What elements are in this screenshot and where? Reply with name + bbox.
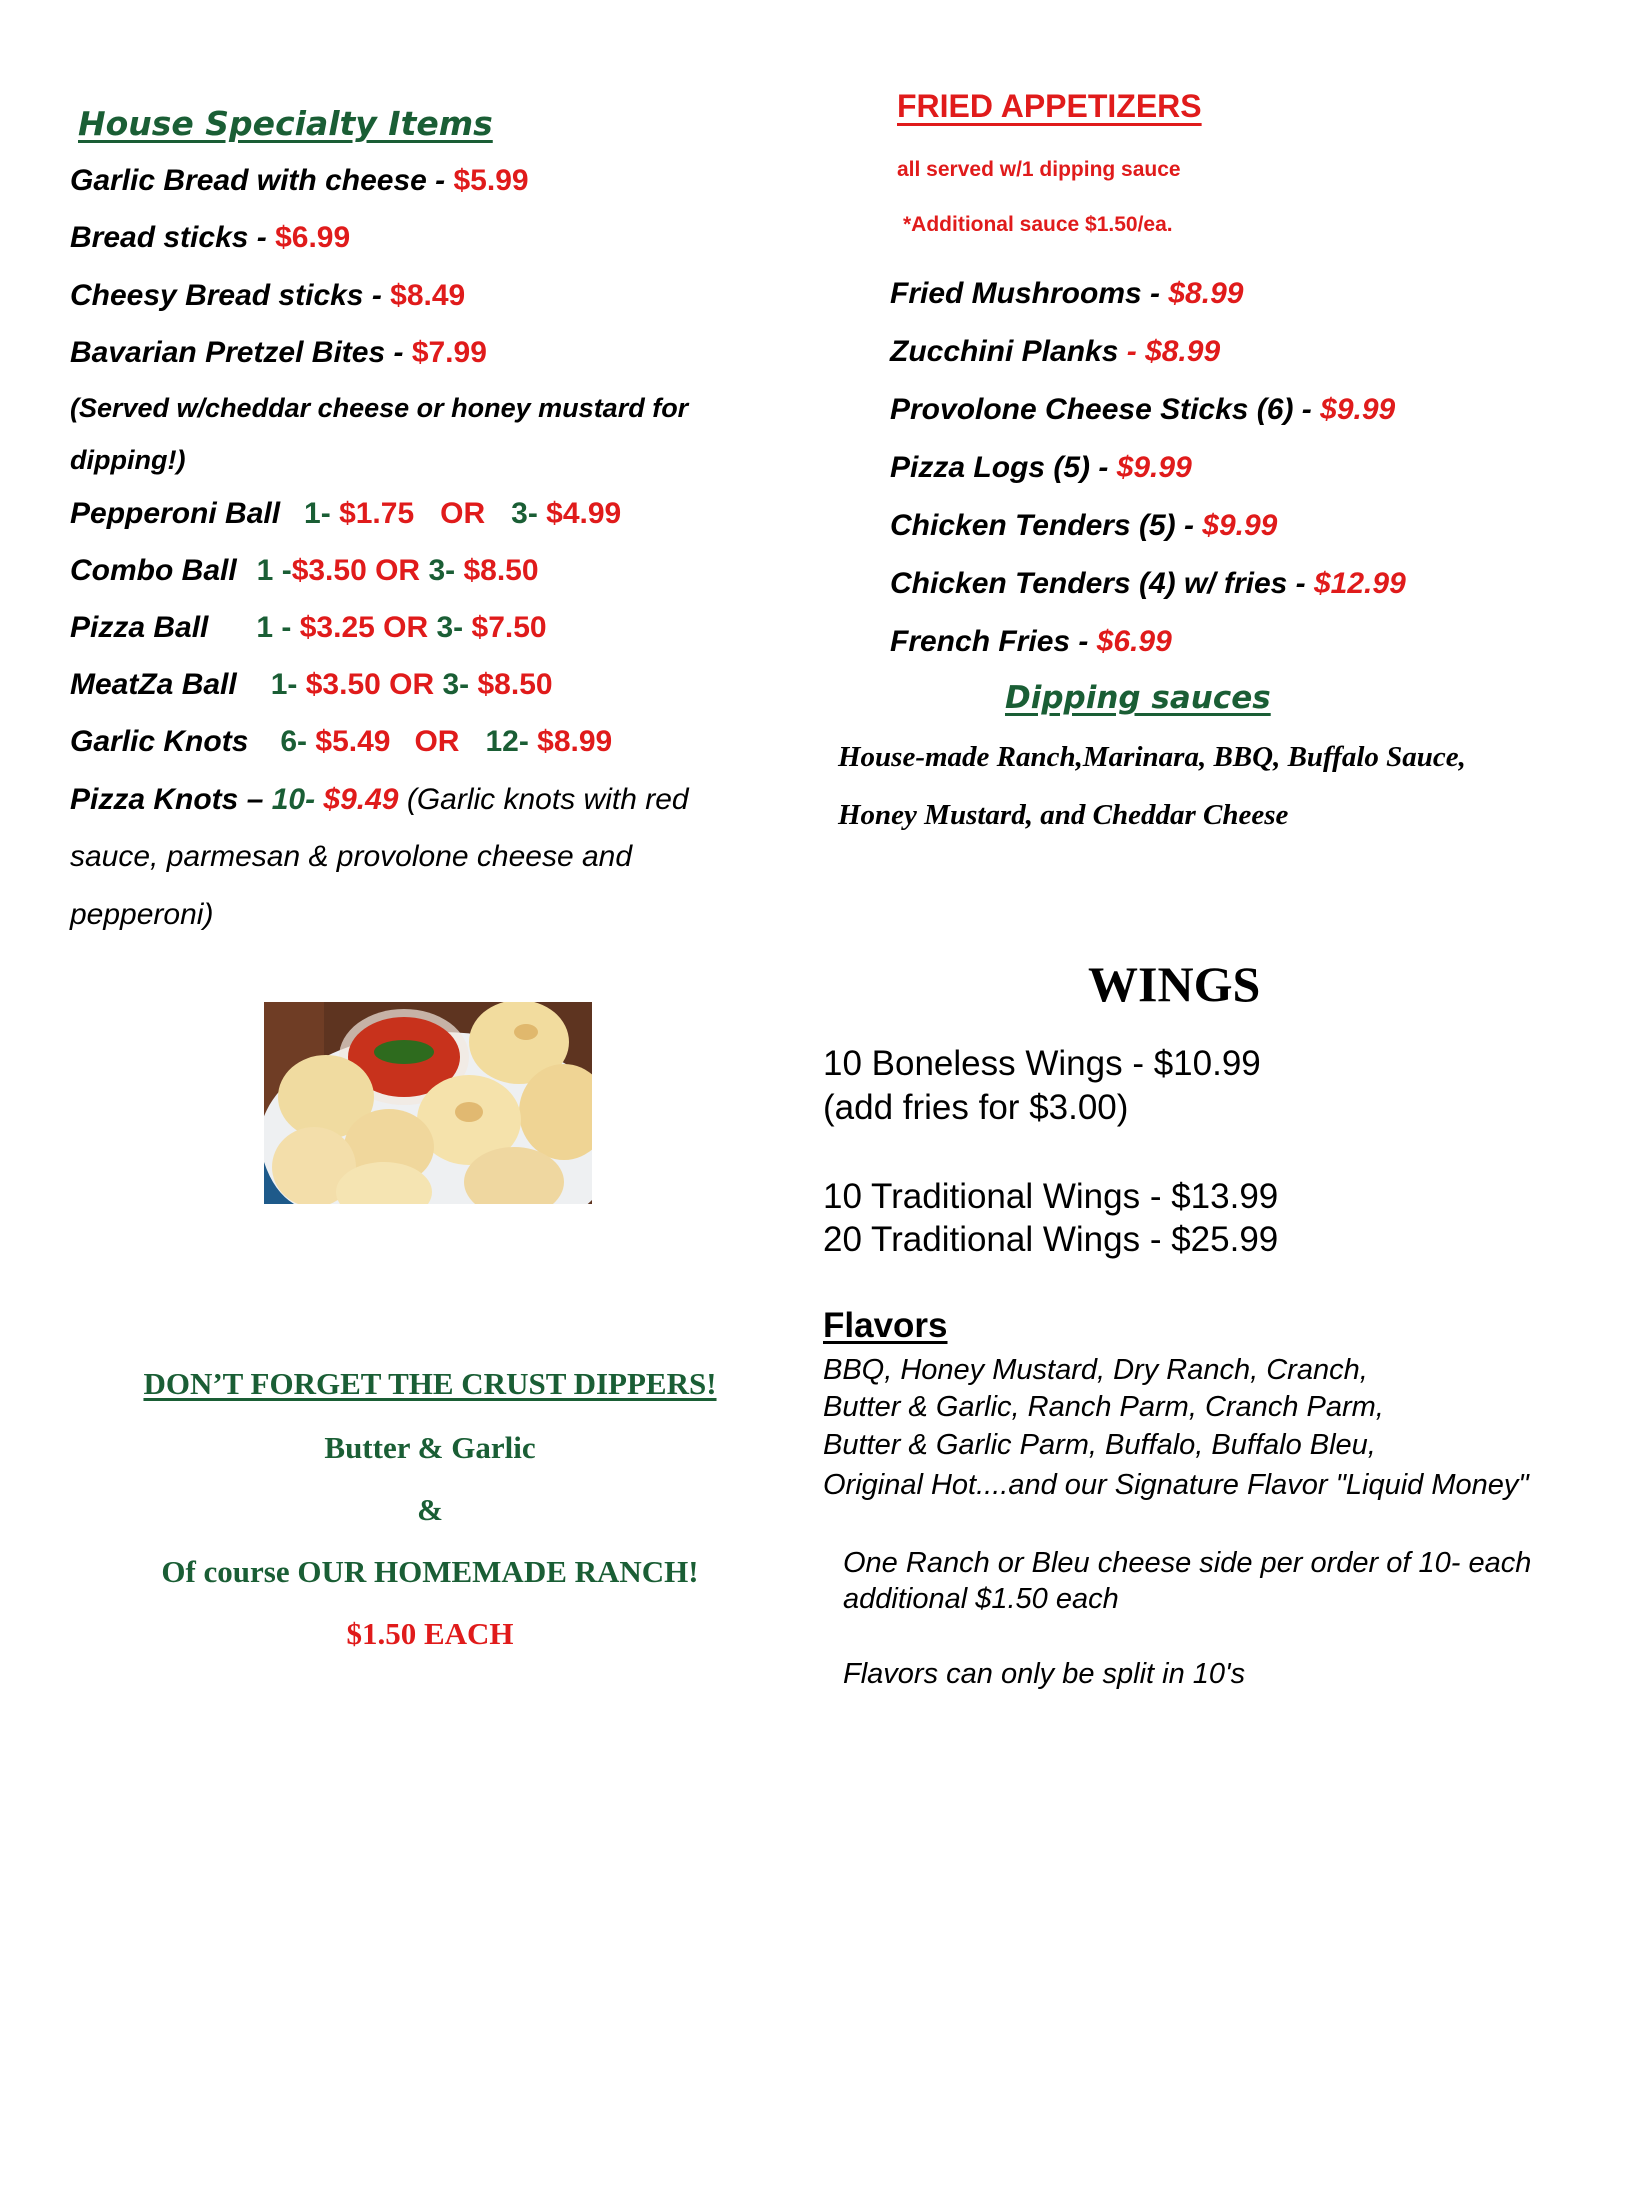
item-name: Garlic Bread with cheese -: [70, 164, 454, 197]
crust-dippers-line3: Of course OUR HOMEMADE RANCH!: [161, 1554, 699, 1589]
or-label: OR: [414, 725, 460, 758]
menu-item-provolone-sticks: [890, 393, 1395, 427]
menu-item-chicken-tenders-fries: [890, 567, 1406, 601]
menu-item-combo-ball: [70, 554, 539, 588]
dipping-sauces-line1: House-made Ranch,Marinara, BBQ, Buffalo Sauce,: [838, 741, 1466, 773]
flavors-line4: Original Hot....and our Signature Flavor "Liquid Money": [823, 1469, 1529, 1501]
item-name: Zucchini Planks: [890, 335, 1119, 368]
item-name: Pizza Logs (5) -: [890, 451, 1117, 484]
menu-item-pretzel-bites: [70, 336, 487, 370]
menu-item-bread-sticks: [70, 221, 350, 255]
wings-traditional-20: 20 Traditional Wings - $25.99: [823, 1220, 1279, 1259]
item-price: $9.99: [1116, 451, 1192, 484]
qty2: 3-: [428, 554, 464, 587]
sides-note-line2: additional $1.50 each: [843, 1583, 1119, 1615]
menu-item-french-fries: [890, 625, 1172, 659]
crust-dippers-title: DON’T FORGET THE CRUST DIPPERS!: [143, 1366, 717, 1401]
qty1: 1-: [270, 668, 306, 701]
price1: $3.50 OR: [291, 554, 429, 587]
item-price: $6.99: [1096, 625, 1172, 658]
item-name: Provolone Cheese Sticks (6) -: [890, 393, 1321, 426]
menu-item-meatza-ball: [70, 668, 553, 702]
crust-dippers-price: $1.50 EACH: [346, 1616, 514, 1651]
wings-add-fries: (add fries for $3.00): [823, 1088, 1129, 1127]
fried-appetizers-subtitle1: all served w/1 dipping sauce: [897, 158, 1181, 181]
flavors-line1: BBQ, Honey Mustard, Dry Ranch, Cranch,: [823, 1354, 1368, 1386]
pizza-knots-desc-line3: pepperoni): [70, 898, 214, 931]
price2: $7.50: [471, 611, 547, 644]
dipping-sauces-title: Dipping sauces: [1005, 680, 1271, 716]
crust-dippers-line2: &: [417, 1492, 443, 1527]
price1: $3.50 OR: [305, 668, 443, 701]
pretzel-note-line2: dipping!): [70, 445, 186, 475]
item-name: Pizza Knots –: [70, 783, 272, 816]
wings-boneless: 10 Boneless Wings - $10.99: [823, 1044, 1261, 1083]
item-price: $12.99: [1314, 567, 1406, 600]
item-name: French Fries -: [890, 625, 1097, 658]
item-name: MeatZa Ball: [70, 668, 237, 701]
item-name: Pepperoni Ball: [70, 497, 281, 530]
qty2: 3-: [511, 497, 547, 530]
menu-item-zucchini-planks: [890, 335, 1220, 369]
flavors-title: Flavors: [823, 1306, 948, 1345]
wings-traditional-10: 10 Traditional Wings - $13.99: [823, 1177, 1279, 1216]
item-price: $9.49: [323, 783, 399, 816]
item-name: Pizza Ball: [70, 611, 209, 644]
menu-item-garlic-knots: [70, 725, 612, 759]
menu-item-pizza-logs: [890, 451, 1192, 485]
qty2: 3-: [442, 668, 478, 701]
item-price: $9.99: [1320, 393, 1396, 426]
item-price: $8.49: [390, 279, 466, 312]
wings-title: WINGS: [1088, 956, 1261, 1012]
garlic-knots-photo: [264, 1002, 592, 1204]
item-price: $7.99: [411, 336, 487, 369]
item-name: Fried Mushrooms -: [890, 277, 1169, 310]
or-label: OR: [440, 497, 486, 530]
menu-item-pizza-ball: [70, 611, 547, 645]
item-name: Bavarian Pretzel Bites -: [70, 336, 412, 369]
flavors-line3: Butter & Garlic Parm, Buffalo, Buffalo Bleu,: [823, 1429, 1376, 1461]
qty2: 12-: [485, 725, 538, 758]
dipping-sauces-line2: Honey Mustard, and Cheddar Cheese: [838, 799, 1289, 831]
menu-item-pizza-knots: [70, 783, 689, 817]
menu-item-fried-mushrooms: [890, 277, 1243, 311]
price2: $4.99: [546, 497, 622, 530]
item-name: Chicken Tenders (5) -: [890, 509, 1203, 542]
item-price: $6.99: [275, 221, 351, 254]
menu-item-chicken-tenders-5: [890, 509, 1277, 543]
item-name: Chicken Tenders (4) w/ fries -: [890, 567, 1314, 600]
qty1: 1 -: [256, 554, 292, 587]
price2: $8.50: [463, 554, 539, 587]
item-price: $5.99: [453, 164, 529, 197]
menu-item-pepperoni-ball: [70, 497, 621, 531]
qty1: 1-: [304, 497, 340, 530]
price1: $1.75: [339, 497, 415, 530]
item-price: $8.99: [1168, 277, 1244, 310]
menu-item-garlic-bread: [70, 164, 529, 198]
food-image-icon: [264, 1002, 592, 1204]
qty1: 6-: [280, 725, 316, 758]
pizza-knots-desc-line2: sauce, parmesan & provolone cheese and: [70, 840, 633, 873]
menu-item-cheesy-bread-sticks: [70, 279, 465, 313]
price2: $8.99: [537, 725, 613, 758]
item-price: - $8.99: [1118, 335, 1221, 368]
pretzel-note-line1: (Served w/cheddar cheese or honey mustard for: [70, 393, 689, 423]
item-price: $9.99: [1202, 509, 1278, 542]
price2: $8.50: [477, 668, 553, 701]
sides-note-line1: One Ranch or Bleu cheese side per order of 10- each: [843, 1547, 1532, 1579]
flavors-line2: Butter & Garlic, Ranch Parm, Cranch Parm,: [823, 1391, 1384, 1423]
fried-appetizers-subtitle2: *Additional sauce $1.50/ea.: [903, 213, 1173, 236]
price1: $3.25 OR: [299, 611, 437, 644]
qty1: 1 -: [256, 611, 300, 644]
price1: $5.49: [315, 725, 391, 758]
item-name: Garlic Knots: [70, 725, 249, 758]
qty2: 3-: [436, 611, 472, 644]
house-specialty-title: House Specialty Items: [78, 104, 493, 143]
item-name: Combo Ball: [70, 554, 237, 587]
crust-dippers-line1: Butter & Garlic: [324, 1430, 536, 1465]
fried-appetizers-title: FRIED APPETIZERS: [897, 88, 1202, 124]
item-name: Bread sticks -: [70, 221, 276, 254]
flavors-split-note: Flavors can only be split in 10's: [843, 1658, 1246, 1690]
qty: 10-: [271, 783, 324, 816]
item-desc: (Garlic knots with red: [398, 783, 689, 816]
item-name: Cheesy Bread sticks -: [70, 279, 391, 312]
